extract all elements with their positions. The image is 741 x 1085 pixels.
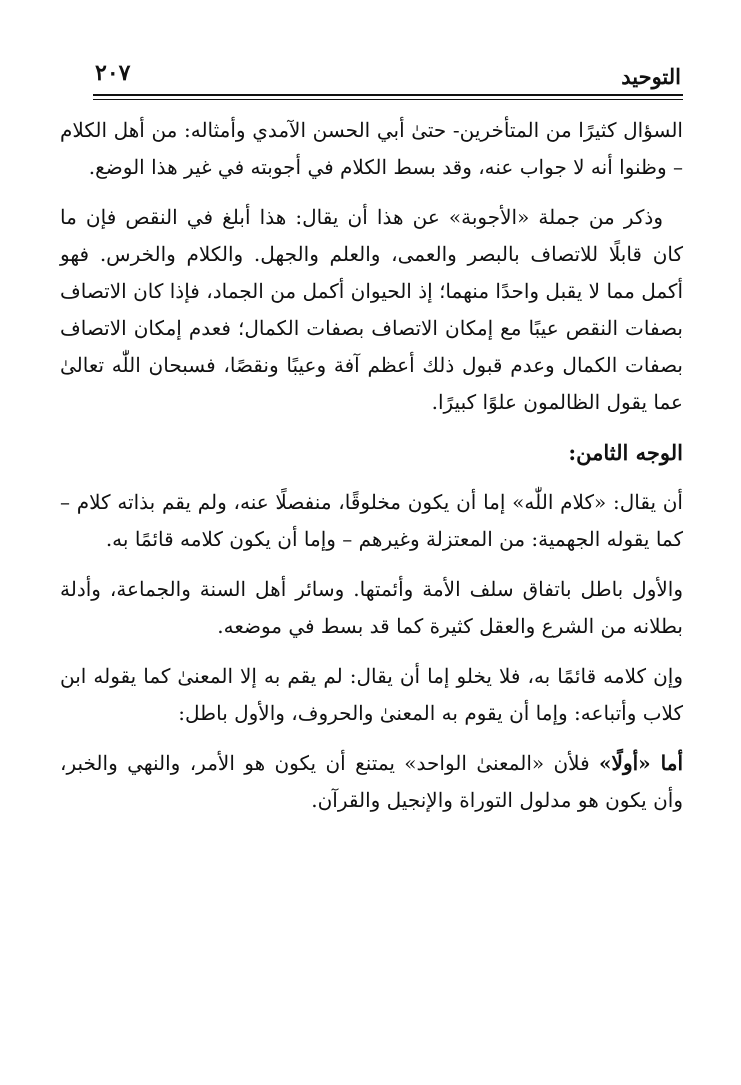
paragraph-4: والأول باطل باتفاق سلف الأمة وأئمتها. وسائر أهل السنة والجماعة، وأدلة بطلانه من الشرع والعقل كثيرة كما قد بسط في موضعه. — [60, 577, 683, 638]
paragraph-5: وإن كلامه قائمًا به، فلا يخلو إما أن يقال: لم يقم به إلا المعنىٰ كما يقوله ابن كلاب وأتباعه: وإما أن يقوم به المعنىٰ والحروف، والأول باطل: — [60, 664, 683, 725]
paragraph-2: وذكر من جملة «الأجوبة» عن هذا أن يقال: هذا أبلغ في النقص فإن ما كان قابلًا للاتصاف بالبصر والعمى، والعلم والجهل. والكلام والخرس. فهو أكمل مما لا يقبل واحدًا منهما؛ إذ الحيوان أكمل من الجماد، فإذا كان الاتصاف بصفات النقص عيبًا مع إمكان الاتصاف بصفات الكمال؛ فعدم إمكان الاتصاف بصفات الكمال وعدم قبول ذلك أعظم آفة وعيبًا ونقصًا، فسبحان اللّٰه تعالىٰ عما يقول الظالمون علوًا كبيرًا. — [60, 205, 683, 414]
page-number: ٢٠٧ — [95, 60, 131, 86]
header-rule-thick — [93, 94, 683, 96]
header-rule-thin — [93, 99, 683, 100]
paragraph-1: السؤال كثيرًا من المتأخرين- حتىٰ أبي الحسن الآمدي وأمثاله: من أهل الكلام – وظنوا أنه لا جواب عنه، وقد بسط الكلام في أجوبته في غير هذا الوضع. — [60, 118, 683, 179]
paragraph-6-rest: فلأن «المعنىٰ الواحد» يمتنع أن يكون هو الأمر، والنهي والخبر، وأن يكون هو مدلول التوراة والإنجيل والقرآن. — [60, 751, 683, 812]
running-title: التوحيد — [621, 64, 681, 89]
body-text — [60, 112, 683, 832]
page-header — [93, 52, 683, 92]
paragraph-6-bold: أما «أولًا» — [599, 751, 684, 775]
section-heading: الوجه الثامن: — [568, 440, 683, 465]
paragraph-6 — [60, 745, 683, 819]
paragraph-3: أن يقال: «كلام اللّٰه» إما أن يكون مخلوقًا، منفصلًا عنه، ولم يقم بذاته كلام – كما يقوله الجهمية: من المعتزلة وغيرهم – وإما أن يكون كلامه قائمًا به. — [60, 490, 683, 551]
